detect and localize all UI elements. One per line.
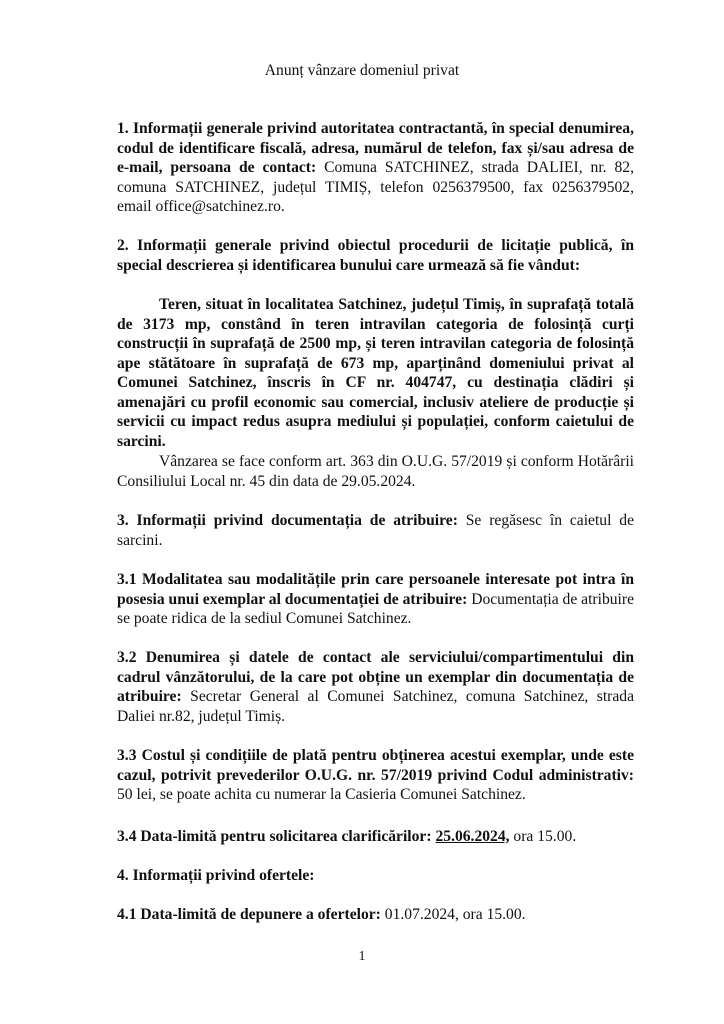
section-3-4 [117, 827, 634, 847]
legal-basis-text: Vânzarea se face conform art. 363 din O.U.G. 57/2019 și conform Hotărârii Consiliului Local nr. 45 din data de 29.05.2024. [117, 453, 634, 490]
legal-basis [117, 452, 634, 491]
section-3-2-label: 3.2 Denumirea și datele de contact ale serviciului/compartimentului din cadrul vânzătorului, de la care pot obține un exemplar din documentația de atribuire: [117, 649, 634, 705]
section-4 [117, 866, 634, 886]
section-1 [117, 119, 634, 217]
clarification-deadline-date: 25.06.2024, [435, 828, 510, 845]
section-4-1-label: 4.1 Data-limită de depunere a ofertelor: [117, 906, 381, 923]
section-3-4-label: 3.4 Data-limită pentru solicitarea clarificărilor: [117, 828, 432, 845]
section-1-label: 1. Informații generale privind autoritatea contractantă, în special denumirea, codul de identificare fiscală, adresa, numărul de telefon, fax și/sau adresa de e-mail, persoana de contact: [117, 120, 634, 176]
section-4-1 [117, 905, 634, 925]
section-3-1 [117, 570, 634, 629]
section-3-text: Se regăsesc în caietul de sarcini. [117, 512, 634, 549]
section-3-2-text: Secretar General al Comunei Satchinez, comuna Satchinez, strada Daliei nr.82, județul Timiș. [117, 688, 634, 725]
section-3-3-text: 50 lei, se poate achita cu numerar la Casieria Comunei Satchinez. [117, 786, 526, 803]
section-2 [117, 236, 634, 275]
section-3-1-label: 3.1 Modalitatea sau modalitățile prin care persoanele interesate pot intra în posesia unui exemplar al documentației de atribuire: [117, 571, 634, 608]
section-3-1-text: Documentația de atribuire se poate ridica de la sediul Comunei Satchinez. [117, 590, 634, 627]
section-3-3-label: 3.3 Costul și condițiile de plată pentru obținerea acestui exemplar, unde este cazul, potrivit prevederilor O.U.G. nr. 57/2019 privind Codul administrativ: [117, 747, 634, 784]
property-description-text: Teren, situat în localitatea Satchinez, județul Timiș, în suprafață totală de 3173 mp, constând în teren intravilan categoria de folosință curți construcții în suprafață de 2500 mp, și teren intravilan categoria de folosință ape stătătoare în suprafață de 673 mp, aparținând domeniului privat al Comunei Satchinez, înscris în CF nr. 404747, cu destinația clădiri și amenajări cu profil economic sau comercial, inclusiv ateliere de producție și servicii cu impact redus asupra mediului și populației, conform caietului de sarcini. [117, 296, 634, 450]
section-4-label: 4. Informații privind ofertele: [117, 867, 315, 884]
section-3-4-text: ora 15.00. [509, 828, 577, 845]
page-number: 1 [358, 949, 366, 964]
section-2-label: 2. Informații generale privind obiectul procedurii de licitație publică, în special descrierea și identificarea bunului care urmează să fie vândut: [117, 237, 634, 274]
section-3-3 [117, 746, 634, 805]
section-3-2 [117, 648, 634, 726]
section-4-1-text: 01.07.2024, ora 15.00. [380, 906, 526, 923]
section-3-label: 3. Informații privind documentația de atribuire: [117, 512, 458, 529]
document-title: Anunț vânzare domeniul privat [264, 62, 460, 79]
property-description [117, 295, 634, 451]
section-3 [117, 511, 634, 550]
section-1-text: Comuna SATCHINEZ, strada DALIEI, nr. 82, comuna SATCHINEZ, județul TIMIȘ, telefon 0256379500, fax 0256379502, email office@satchinez.ro. [117, 159, 635, 215]
